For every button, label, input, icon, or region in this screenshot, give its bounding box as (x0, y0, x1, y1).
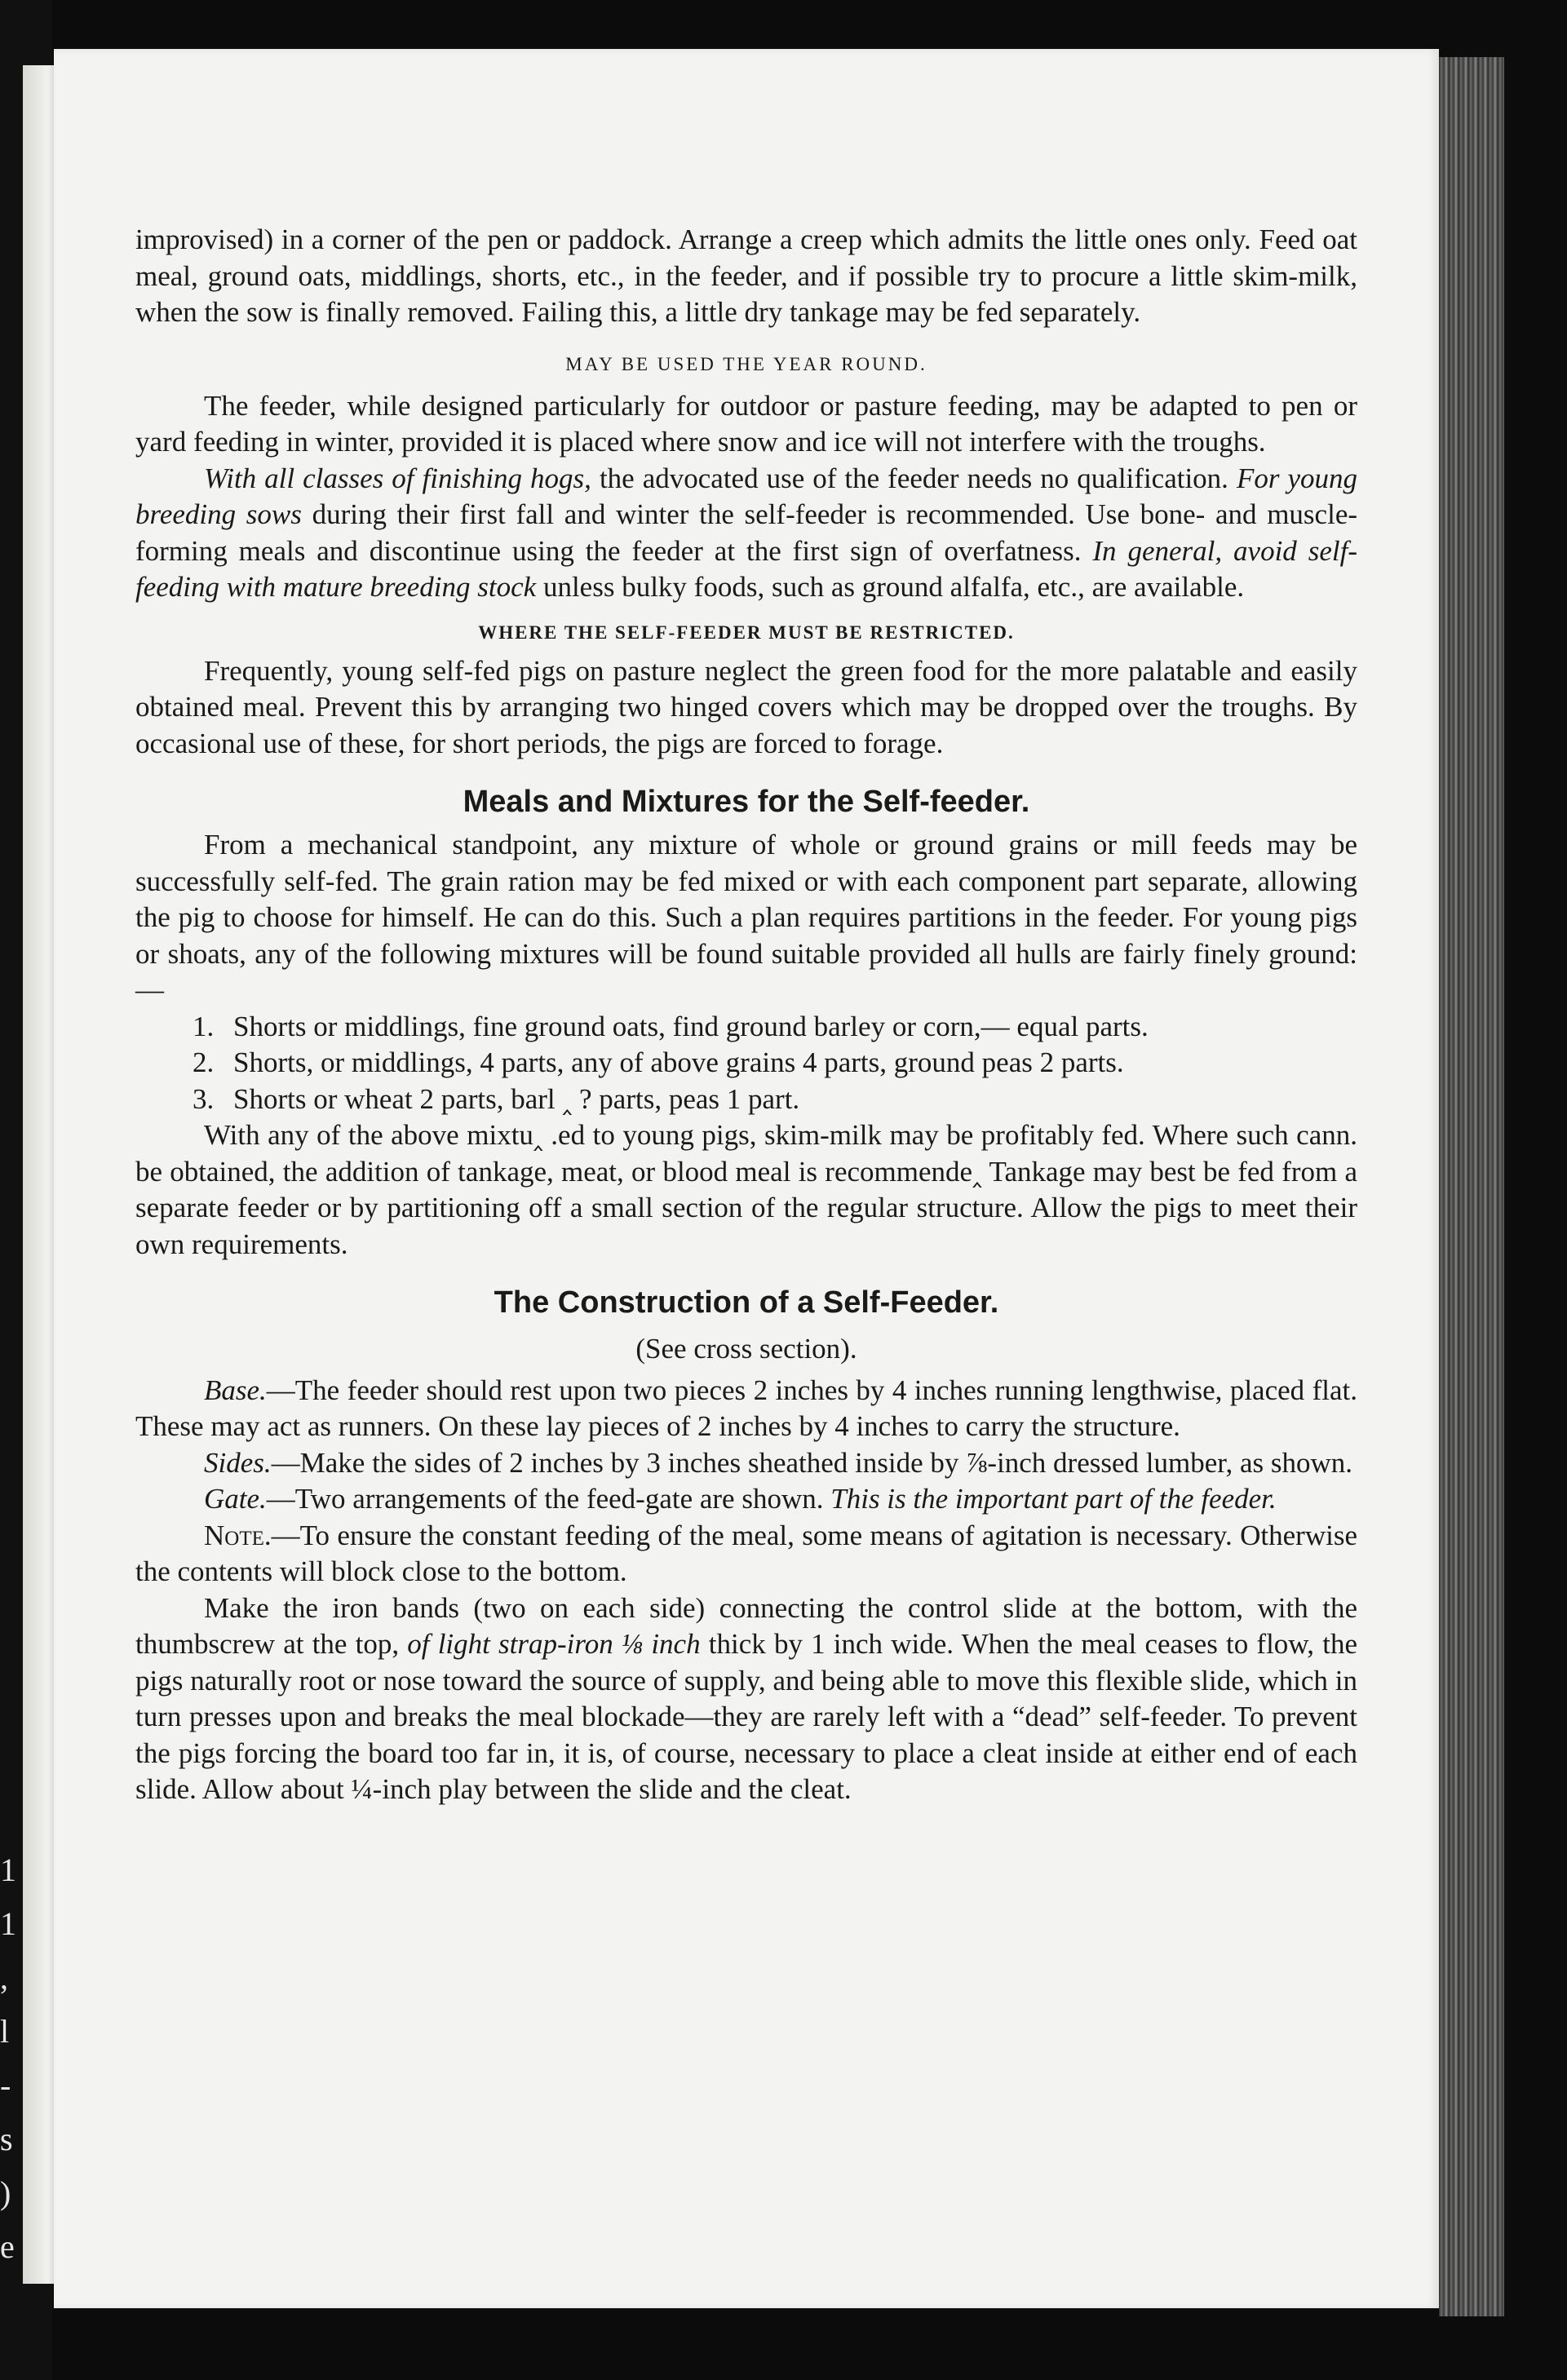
list-item (135, 1045, 1357, 1082)
list-item (135, 1082, 1357, 1118)
paragraph-mixtures: From a mechanical standpoint, any mixture of whole or ground grains or mill feeds may be successfully self-fed. The grain ration may be fed mixed or with each component part separate, allowing the pig to choose for himself. He can do this. Such a plan requires partitions in the feeder. For young pigs or shoats, any of the following mixtures will be found suitable provided all hulls are fairly finely ground:— (135, 829, 1357, 1006)
facing-letter: , (0, 1959, 8, 1996)
facing-letter: l (0, 2013, 10, 2050)
list-number: 3. (193, 1082, 215, 1115)
paragraph-skim-milk: With any of the above mixtu‸ .ed to young pigs, skim-milk may be profitably fed. Where such cann. be obtained, the addition of tankage, meat, or blood meal is recommende‸ Tankage may best be fed from a separate feeder or by partitioning off a small section of the regular structure. Allow the pigs to meet their own requirements. (135, 1119, 1357, 1260)
italic-strap-iron: of light strap-iron ⅛ inch (407, 1628, 701, 1660)
text-span: thick by 1 inch wide. When the meal ceases to flow, the pigs naturally root or nose toward the source of supply, and being able to move this flexible slide, which in turn presses upon and breaks the meal blockade—they are rarely left with a “dead” self-feeder. To prevent the pigs forcing the board too far in, it is, of course, necessary to place a cleat inside at either end of each slide. Allow about ¼-inch play between the slide and the cleat. (135, 1628, 1357, 1805)
paragraph-gate (135, 1481, 1357, 1518)
italic-finishing-hogs: With all classes of finishing hogs, (204, 462, 591, 494)
label-note: Note. (204, 1519, 272, 1551)
cross-section-note: (See cross section). (635, 1333, 857, 1365)
paragraph-sides (135, 1445, 1357, 1482)
italic-mature-stock: In general, avoid self-feeding with mature breeding stock (135, 534, 1357, 603)
paragraph-base (135, 1373, 1357, 1445)
text-span: —Two arrangements of the feed-gate are shown. (266, 1483, 831, 1515)
subheading-restricted: WHERE THE SELF-FEEDER MUST BE RESTRICTED. (478, 622, 1015, 643)
list-item (135, 1009, 1357, 1046)
paragraph-creep-feeding: improvised) in a corner of the pen or paddock. Arrange a creep which admits the little ones only. Feed oat meal, ground oats, middlings, shorts, etc., in the feeder, and if possible try to procure a little skim-milk, when the sow is finally removed. Failing this, a little dry tankage may be fed separately. (135, 223, 1357, 328)
facing-page-letters (0, 1843, 16, 2274)
list-number: 1. (193, 1010, 215, 1042)
list-text: Shorts or wheat 2 parts, barl ‸ ? parts, peas 1 part. (233, 1082, 800, 1115)
text-span: the advocated use of the feeder needs no qualification. (591, 462, 1237, 494)
book-page-edges (1439, 57, 1504, 2316)
text-span: unless bulky foods, such as ground alfalfa, etc., are available. (536, 571, 1245, 603)
paragraph-classes-of-hogs (135, 461, 1357, 606)
facing-letter: ) (0, 2174, 11, 2211)
list-text: Shorts, or middlings, 4 parts, any of above grains 4 parts, ground peas 2 parts. (233, 1046, 1124, 1078)
list-text: Shorts or middlings, fine ground oats, find ground barley or corn,— equal parts. (233, 1010, 1149, 1042)
text-span: —Make the sides of 2 inches by 3 inches sheathed inside by ⅞-inch dressed lumber, as shown. (271, 1446, 1353, 1479)
section-title-construction: The Construction of a Self-Feeder. (494, 1285, 999, 1320)
page-content (135, 222, 1357, 1808)
facing-letter: 1 (0, 1905, 16, 1942)
list-number: 2. (193, 1046, 215, 1078)
paragraph-note (135, 1518, 1357, 1590)
label-sides: Sides. (204, 1446, 272, 1479)
italic-important-part: This is the important part of the feeder. (830, 1483, 1277, 1515)
facing-letter: e (0, 2228, 15, 2265)
paragraph-adaptation: The feeder, while designed particularly for outdoor or pasture feeding, may be adapted to pen or yard feeding in winter, provided it is placed where snow and ice will not interfere with the troughs. (135, 389, 1357, 458)
text-span: Make the iron bands (two on each side) connecting the control slide at the bottom, with the thumbscrew at the top, (135, 1591, 1357, 1660)
text-span: —The feeder should rest upon two pieces 2 inches by 4 inches running lengthwise, placed flat. These may act as runners. On these lay pieces of 2 inches by 4 inches to carry the structure. (135, 1374, 1357, 1442)
label-base: Base. (204, 1374, 267, 1406)
text-span: —To ensure the constant feeding of the meal, some means of agitation is necessary. Otherwise the contents will block close to the bottom. (135, 1519, 1357, 1587)
facing-letter: 1 (0, 1851, 16, 1888)
document-page (54, 49, 1439, 2308)
italic-young-sows: For young breeding sows (135, 462, 1357, 530)
section-title-meals: Meals and Mixtures for the Self-feeder. (463, 785, 1030, 819)
subheading-year-round: MAY BE USED THE YEAR ROUND. (565, 353, 927, 374)
facing-letter: s (0, 2121, 13, 2157)
paragraph-iron-bands (135, 1590, 1357, 1808)
facing-letter: - (0, 2067, 11, 2104)
paragraph-hinged-covers: Frequently, young self-fed pigs on pasture neglect the green food for the more palatable and easily obtained meal. Prevent this by arranging two hinged covers which may be dropped over the troughs. By occasional use of these, for short periods, the pigs are forced to forage. (135, 654, 1357, 759)
text-span: during their first fall and winter the self-feeder is recommended. Use bone- and muscle-forming meals and discontinue using the feeder at the first sign of overfatness. (135, 498, 1358, 567)
label-gate: Gate. (204, 1483, 267, 1515)
